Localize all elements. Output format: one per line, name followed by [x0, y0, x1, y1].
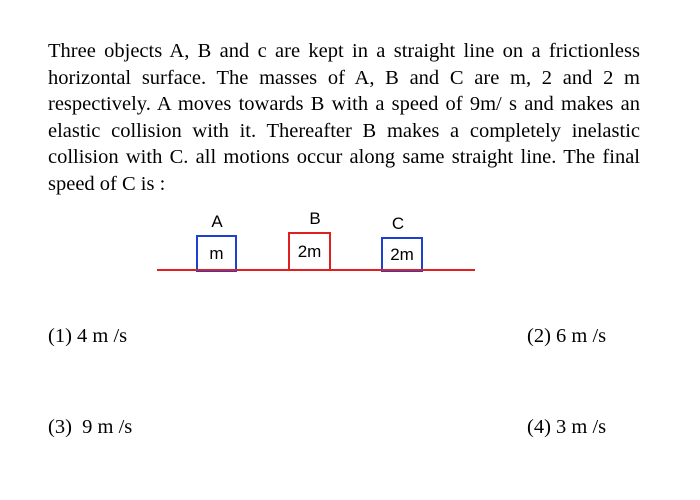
option-2[interactable]: (2) 6 m /s: [527, 325, 607, 347]
question-text: Three objects A, B and c are kept in a straight line on a frictionless horizontal surface. The masses of A, B and C are m, 2 and 2 m respectively. A moves towards B with a speed of 9m/ s and makes an elastic collision with it. Thereafter B makes a completely inelastic collision with C. all motions occur along same straight line. The final speed of C is :: [48, 40, 640, 195]
block-a-mass: m: [209, 243, 224, 263]
block-c-mass: 2m: [390, 244, 414, 264]
option-4[interactable]: (4) 3 m /s: [527, 416, 607, 438]
frictionless-surface: [157, 269, 475, 271]
option-1[interactable]: (1) 4 m /s: [48, 325, 128, 347]
block-a: [196, 235, 237, 272]
block-a-label: A: [211, 212, 223, 231]
block-b-mass: 2m: [297, 241, 322, 261]
block-c-label: C: [391, 214, 405, 233]
block-b: [288, 232, 331, 271]
option-3[interactable]: (3) 9 m /s: [48, 416, 133, 438]
block-c: [381, 237, 423, 272]
block-b-label: B: [309, 209, 321, 228]
